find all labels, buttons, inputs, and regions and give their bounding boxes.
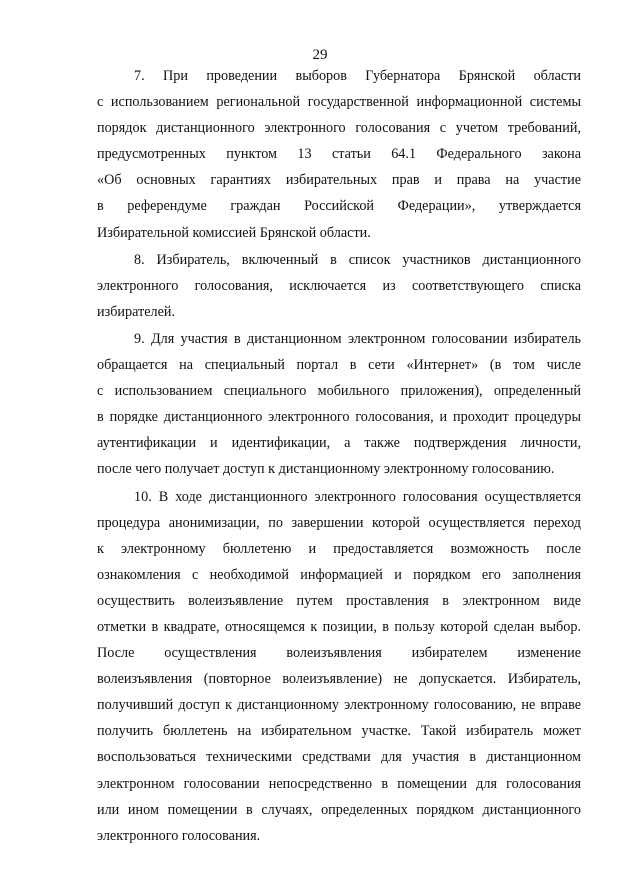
document-body xyxy=(97,63,581,850)
paragraph-line: 10. В ходе дистанционного электронного голосования осуществляется xyxy=(134,488,581,505)
paragraph-line: воспользоваться техническими средствами для участия в дистанционном xyxy=(97,749,581,766)
paragraph xyxy=(97,63,581,246)
paragraph-line: порядок дистанционного электронного голосования с учетом требований, xyxy=(97,120,581,137)
paragraph-line: к электронному бюллетеню и предоставляется возможность после xyxy=(97,540,581,557)
paragraph-line: электронного голосования, исключается из соответствующего списка xyxy=(97,277,581,294)
paragraph-line: аутентификации и идентификации, а также подтверждения личности, xyxy=(97,435,581,452)
paragraph-line: осуществить волеизъявление путем проставления в электронном виде xyxy=(97,592,581,609)
paragraph-line: электронном голосовании непосредственно в помещении для голосования xyxy=(97,775,581,792)
paragraph-line: отметки в квадрате, относящемся к позиции, в пользу которой сделан выбор. xyxy=(97,618,581,635)
paragraph-line: электронного голосования. xyxy=(97,827,261,844)
paragraph-line: 8. Избиратель, включенный в список участников дистанционного xyxy=(134,251,581,268)
paragraph-line: после чего получает доступ к дистанционному электронному голосованию. xyxy=(97,461,555,478)
paragraph-line: предусмотренных пунктом 13 статьи 64.1 Федерального закона xyxy=(97,146,581,163)
paragraph-line: с использованием специального мобильного приложения), определенный xyxy=(97,383,581,400)
paragraph-line: или ином помещении в случаях, определенных порядком дистанционного xyxy=(97,801,581,818)
paragraph-line: в порядке дистанционного электронного голосования, и проходит процедуры xyxy=(97,409,581,426)
paragraph-line: обращается на специальный портал в сети «Интернет» (в том числе xyxy=(97,357,581,374)
paragraph-line: 9. Для участия в дистанционном электронном голосовании избиратель xyxy=(134,330,581,347)
paragraph-line: получить бюллетень на избирательном участке. Такой избиратель может xyxy=(97,723,581,740)
paragraph-line: ознакомления с необходимой информацией и порядком его заполнения xyxy=(97,566,581,583)
paragraph xyxy=(97,247,581,325)
paragraph-line: После осуществления волеизъявления избирателем изменение xyxy=(97,645,581,662)
paragraph-line: Избирательной комиссией Брянской области. xyxy=(97,224,371,241)
paragraph-line: процедура анонимизации, по завершении которой осуществляется переход xyxy=(97,514,581,531)
page-number: 29 xyxy=(312,47,328,63)
paragraph-line: в референдуме граждан Российской Федерации», утверждается xyxy=(97,198,581,215)
paragraph-line: с использованием региональной государственной информационной системы xyxy=(97,94,581,111)
paragraph-line: 7. При проведении выборов Губернатора Брянской области xyxy=(134,68,581,84)
paragraph-line: «Об основных гарантиях избирательных прав и права на участие xyxy=(97,172,581,189)
paragraph-line: волеизъявления (повторное волеизъявление) не допускается. Избиратель, xyxy=(97,671,581,688)
paragraph-line: избирателей. xyxy=(97,303,176,320)
paragraph-line: получивший доступ к дистанционному электронному голосованию, не вправе xyxy=(97,697,581,714)
paragraph xyxy=(97,484,581,849)
paragraph xyxy=(97,326,581,483)
